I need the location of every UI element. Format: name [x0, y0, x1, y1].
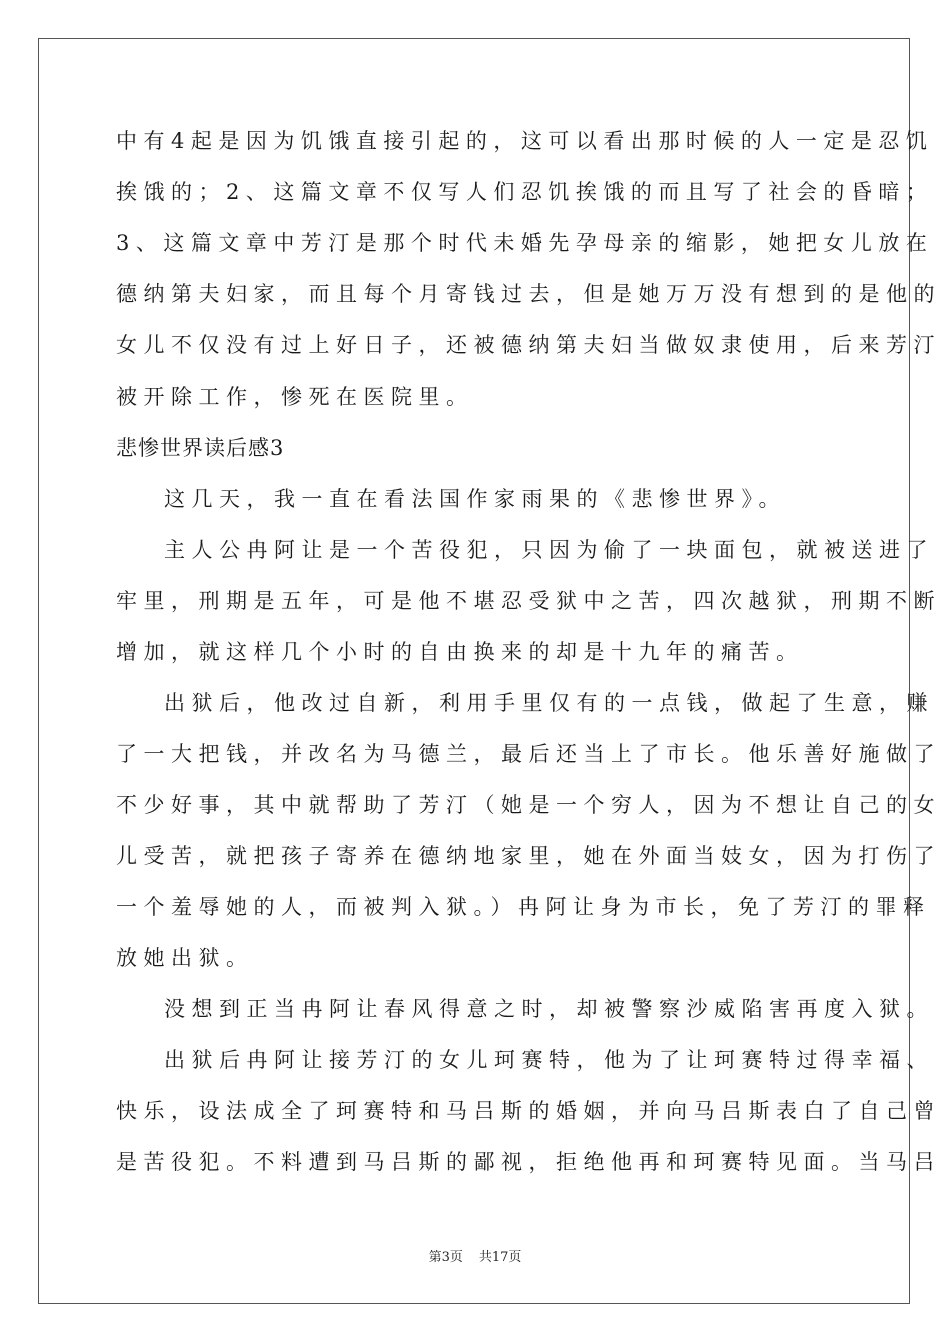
text-line: 牢里，刑期是五年，可是他不堪忍受狱中之苦，四次越狱，刑期不断 [116, 589, 941, 613]
text-line: 出狱后，他改过自新，利用手里仅有的一点钱，做起了生意，赚 [164, 691, 934, 715]
text-line: 增加，就这样几个小时的自由换来的却是十九年的痛苦。 [116, 640, 804, 664]
text-line: 中有4起是因为饥饿直接引起的，这可以看出那时候的人一定是忍饥 [116, 129, 934, 153]
text-line: 快乐，设法成全了珂赛特和马吕斯的婚姻，并向马吕斯表白了自己曾 [116, 1099, 941, 1123]
text-line: 儿受苦，就把孩子寄养在德纳地家里，她在外面当妓女，因为打伤了 [116, 844, 941, 868]
page-total: 共17页 [478, 1250, 522, 1265]
text-line: 没想到正当冉阿让春风得意之时，却被警察沙威陷害再度入狱。 [164, 997, 934, 1021]
section-heading: 悲惨世界读后感3 [116, 436, 285, 460]
text-line: 3、这篇文章中芳汀是那个时代未婚先孕母亲的缩影，她把女儿放在 [116, 231, 934, 255]
text-line: 一个羞辱她的人，而被判入狱。）冉阿让身为市长，免了芳汀的罪释 [116, 895, 931, 919]
text-line: 这几天，我一直在看法国作家雨果的《悲惨世界》。 [164, 487, 786, 511]
text-line: 放她出狱。 [116, 946, 254, 970]
page-footer [0, 1246, 950, 1265]
page-number: 第3页 [428, 1250, 463, 1265]
text-line: 被开除工作，惨死在医院里。 [116, 385, 474, 409]
text-line: 女儿不仅没有过上好日子，还被德纳第夫妇当做奴隶使用，后来芳汀 [116, 333, 941, 357]
text-line: 主人公冉阿让是一个苦役犯，只因为偷了一块面包，就被送进了 [164, 538, 934, 562]
text-line: 不少好事，其中就帮助了芳汀（她是一个穷人，因为不想让自己的女 [116, 793, 941, 817]
text-line: 是苦役犯。不料遭到马吕斯的鄙视，拒绝他再和珂赛特见面。当马吕 [116, 1150, 941, 1174]
text-line: 出狱后冉阿让接芳汀的女儿珂赛特，他为了让珂赛特过得幸福、 [164, 1048, 934, 1072]
text-line: 德纳第夫妇家，而且每个月寄钱过去，但是她万万没有想到的是他的 [116, 282, 941, 306]
text-line: 了一大把钱，并改名为马德兰，最后还当上了市长。他乐善好施做了 [116, 742, 941, 766]
text-line: 挨饿的；2、这篇文章不仅写人们忍饥挨饿的而且写了社会的昏暗； [116, 180, 934, 204]
